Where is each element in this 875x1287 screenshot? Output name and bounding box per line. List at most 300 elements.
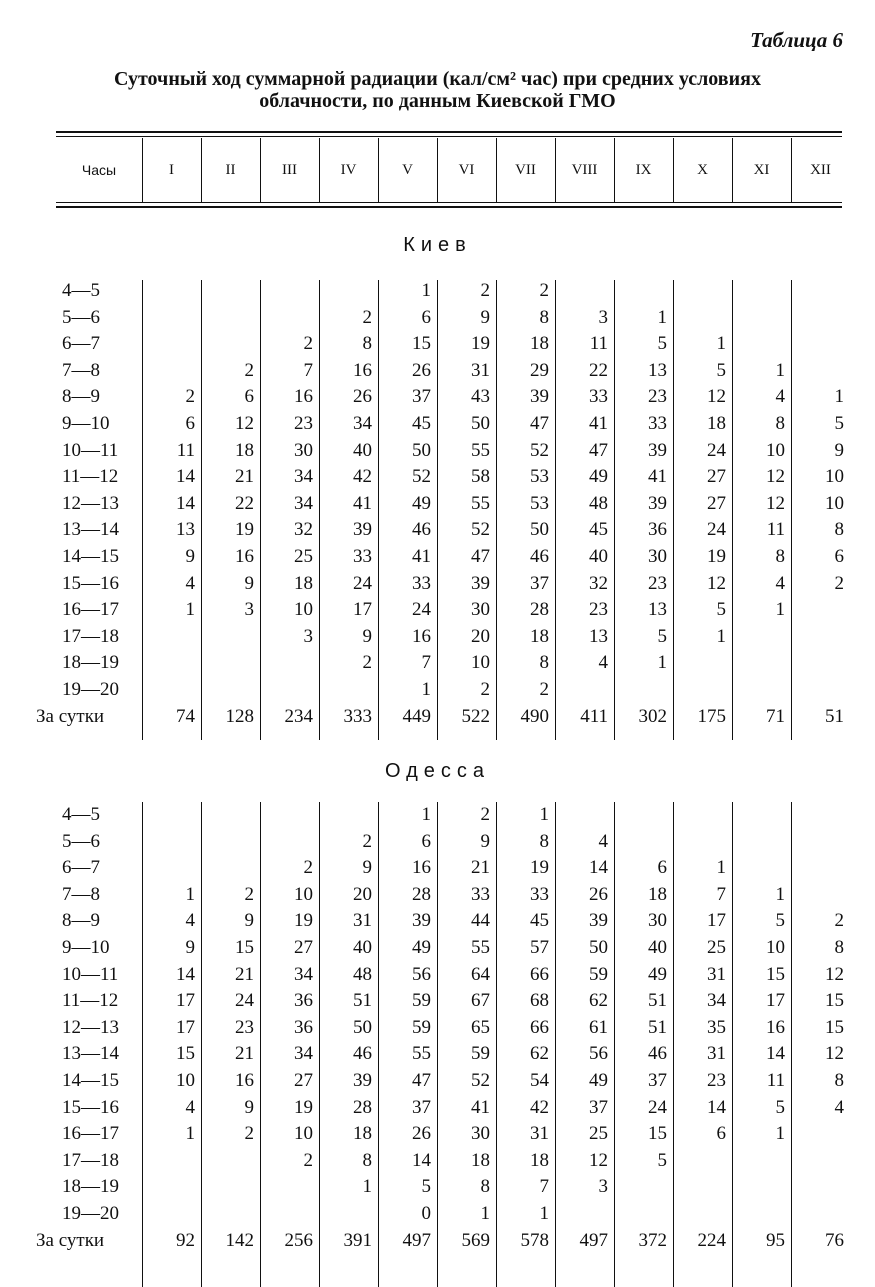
radiation-value: 39 — [353, 1070, 372, 1091]
radiation-value: 23 — [707, 1070, 726, 1091]
radiation-value: 24 — [235, 990, 254, 1012]
radiation-value: 56 — [589, 1043, 608, 1065]
radiation-value: 11 — [176, 439, 195, 461]
radiation-value: 4 — [598, 652, 608, 674]
radiation-value: 2 — [834, 572, 844, 594]
daily-total-value: 224 — [697, 1229, 726, 1251]
radiation-value: 2 — [362, 830, 372, 852]
daily-total-value: 372 — [638, 1229, 667, 1251]
radiation-value: 10 — [766, 937, 785, 958]
radiation-value: 57 — [530, 937, 549, 958]
radiation-value: 1 — [775, 1123, 785, 1145]
radiation-value: 39 — [471, 572, 490, 594]
radiation-value: 59 — [471, 1043, 490, 1065]
daily-total-value: 95 — [766, 1229, 785, 1251]
daily-total-value: 411 — [580, 705, 608, 727]
header-column-divider — [496, 138, 497, 202]
radiation-value: 14 — [412, 1149, 431, 1171]
daily-total-value: 569 — [461, 1229, 490, 1251]
radiation-value: 1 — [775, 359, 785, 381]
radiation-value: 4 — [775, 572, 785, 594]
header-month-9: IX — [635, 162, 652, 178]
hour-interval-label: 13—14 — [62, 519, 119, 541]
radiation-value: 8 — [775, 546, 785, 567]
radiation-value: 39 — [412, 910, 431, 932]
column-divider — [732, 802, 733, 1287]
radiation-value: 2 — [362, 652, 372, 674]
radiation-value: 15 — [235, 937, 254, 958]
column-divider — [378, 280, 379, 740]
radiation-value: 5 — [657, 333, 667, 355]
hour-interval-label: 13—14 — [62, 1043, 119, 1065]
radiation-value: 12 — [235, 413, 254, 434]
radiation-value: 5 — [657, 1149, 667, 1171]
radiation-value: 61 — [589, 1016, 608, 1038]
radiation-value: 12 — [766, 492, 785, 514]
column-divider — [791, 802, 792, 1287]
hour-interval-label: 17—18 — [62, 1149, 119, 1171]
radiation-value: 18 — [530, 1149, 549, 1171]
daily-total-value: 234 — [284, 705, 313, 727]
radiation-value: 50 — [353, 1016, 372, 1038]
radiation-value: 2 — [539, 280, 549, 301]
radiation-value: 41 — [353, 492, 372, 514]
header-month-10: X — [697, 162, 708, 178]
daily-total-value: 333 — [343, 705, 372, 727]
header-month-7: VII — [515, 162, 536, 178]
radiation-value: 14 — [707, 1096, 726, 1118]
radiation-value: 7 — [539, 1176, 549, 1198]
daily-total-value: 522 — [461, 705, 490, 727]
radiation-value: 11 — [766, 519, 785, 541]
radiation-value: 29 — [530, 359, 549, 381]
hour-interval-label: 14—15 — [62, 1070, 119, 1091]
radiation-value: 24 — [412, 599, 431, 621]
column-divider — [555, 802, 556, 1287]
header-month-4: IV — [340, 162, 357, 178]
radiation-value: 36 — [294, 1016, 313, 1038]
radiation-value: 4 — [185, 910, 195, 932]
radiation-value: 31 — [707, 1043, 726, 1065]
daily-total-value: 497 — [402, 1229, 431, 1251]
radiation-value: 19 — [294, 910, 313, 932]
radiation-value: 17 — [176, 1016, 195, 1038]
title-line-2: облачности, по данным Киевской ГМО — [259, 90, 616, 112]
radiation-value: 3 — [244, 599, 254, 621]
radiation-value: 53 — [530, 466, 549, 488]
radiation-value: 1 — [775, 883, 785, 905]
radiation-value: 12 — [707, 386, 726, 408]
radiation-value: 24 — [648, 1096, 667, 1118]
radiation-value: 34 — [294, 466, 313, 488]
column-divider — [378, 802, 379, 1287]
radiation-value: 16 — [766, 1016, 785, 1038]
hour-interval-label: 11—12 — [62, 466, 119, 488]
radiation-value: 11 — [589, 333, 608, 355]
radiation-value: 1 — [716, 333, 726, 355]
radiation-value: 28 — [412, 883, 431, 905]
radiation-value: 32 — [589, 572, 608, 594]
hour-interval-label: 12—13 — [62, 492, 119, 514]
radiation-value: 1 — [716, 625, 726, 647]
hour-interval-label: 18—19 — [62, 1176, 119, 1198]
radiation-value: 25 — [707, 937, 726, 958]
radiation-value: 5 — [716, 599, 726, 621]
radiation-value: 2 — [244, 883, 254, 905]
radiation-value: 59 — [589, 963, 608, 985]
radiation-value: 55 — [412, 1043, 431, 1065]
radiation-value: 1 — [539, 1203, 549, 1224]
hour-interval-label: 12—13 — [62, 1016, 119, 1038]
radiation-value: 18 — [648, 883, 667, 905]
daily-total-value: 51 — [825, 705, 844, 727]
radiation-value: 8 — [362, 1149, 372, 1171]
radiation-value: 46 — [353, 1043, 372, 1065]
radiation-value: 30 — [471, 599, 490, 621]
radiation-value: 31 — [471, 359, 490, 381]
radiation-value: 10 — [294, 1123, 313, 1145]
radiation-value: 2 — [362, 306, 372, 328]
radiation-value: 49 — [412, 937, 431, 958]
radiation-value: 41 — [589, 413, 608, 434]
radiation-value: 45 — [589, 519, 608, 541]
radiation-value: 28 — [530, 599, 549, 621]
header-month-8: VIII — [571, 162, 598, 178]
column-divider — [437, 802, 438, 1287]
title-line-1: Суточный ход суммарной радиации (кал/см² час) при средних условиях — [114, 68, 761, 90]
radiation-value: 40 — [648, 937, 667, 958]
radiation-value: 50 — [412, 439, 431, 461]
daily-total-value: 391 — [343, 1229, 372, 1251]
radiation-value: 36 — [294, 990, 313, 1012]
column-divider — [437, 280, 438, 740]
radiation-value: 3 — [598, 1176, 608, 1198]
radiation-value: 13 — [176, 519, 195, 541]
radiation-value: 33 — [589, 386, 608, 408]
radiation-value: 33 — [412, 572, 431, 594]
radiation-value: 52 — [530, 439, 549, 461]
radiation-value: 59 — [412, 1016, 431, 1038]
radiation-value: 23 — [294, 413, 313, 434]
radiation-value: 37 — [412, 1096, 431, 1118]
radiation-value: 18 — [294, 572, 313, 594]
daily-total-value: 497 — [579, 1229, 608, 1251]
column-divider — [555, 280, 556, 740]
column-divider — [673, 280, 674, 740]
header-month-6: VI — [458, 162, 475, 178]
hour-interval-label: 6—7 — [62, 333, 100, 355]
daily-total-value: 175 — [697, 705, 726, 727]
radiation-value: 1 — [421, 280, 431, 301]
radiation-value: 22 — [235, 492, 254, 514]
radiation-value: 31 — [530, 1123, 549, 1145]
radiation-value: 8 — [362, 333, 372, 355]
radiation-value: 1 — [185, 599, 195, 621]
table-number: Таблица 6 — [750, 28, 843, 52]
radiation-value: 8 — [834, 1070, 844, 1091]
hour-interval-label: 8—9 — [62, 910, 100, 932]
radiation-value: 1 — [480, 1203, 490, 1224]
radiation-value: 27 — [707, 492, 726, 514]
daily-total-value: 578 — [520, 1229, 549, 1251]
header-column-divider — [260, 138, 261, 202]
radiation-value: 51 — [353, 990, 372, 1012]
radiation-value: 17 — [707, 910, 726, 932]
radiation-value: 24 — [707, 439, 726, 461]
header-top-rule-1 — [56, 131, 842, 133]
column-divider — [791, 280, 792, 740]
radiation-value: 0 — [421, 1203, 431, 1224]
radiation-value: 53 — [530, 492, 549, 514]
radiation-value: 50 — [589, 937, 608, 958]
radiation-value: 14 — [176, 492, 195, 514]
radiation-value: 9 — [185, 937, 195, 958]
radiation-value: 6 — [657, 857, 667, 879]
hour-interval-label: 18—19 — [62, 652, 119, 674]
radiation-value: 26 — [412, 359, 431, 381]
radiation-value: 8 — [539, 830, 549, 852]
radiation-value: 35 — [707, 1016, 726, 1038]
header-column-divider — [142, 138, 143, 202]
radiation-value: 46 — [648, 1043, 667, 1065]
radiation-value: 17 — [176, 990, 195, 1012]
radiation-value: 1 — [185, 883, 195, 905]
header-month-11: XI — [753, 162, 770, 178]
hour-interval-label: 17—18 — [62, 625, 119, 647]
radiation-value: 66 — [530, 1016, 549, 1038]
radiation-value: 40 — [353, 439, 372, 461]
radiation-value: 11 — [766, 1070, 785, 1091]
hour-interval-label: 9—10 — [62, 413, 110, 434]
radiation-value: 14 — [176, 963, 195, 985]
radiation-value: 1 — [362, 1176, 372, 1198]
radiation-value: 9 — [834, 439, 844, 461]
radiation-value: 30 — [471, 1123, 490, 1145]
header-month-3: III — [282, 162, 297, 178]
radiation-value: 32 — [294, 519, 313, 541]
radiation-value: 27 — [294, 937, 313, 958]
header-column-divider — [791, 138, 792, 202]
header-column-divider — [732, 138, 733, 202]
radiation-value: 8 — [539, 652, 549, 674]
radiation-value: 2 — [539, 679, 549, 700]
radiation-value: 9 — [244, 1096, 254, 1118]
radiation-value: 18 — [530, 625, 549, 647]
hour-interval-label: 4—5 — [62, 804, 100, 825]
radiation-value: 14 — [766, 1043, 785, 1065]
radiation-value: 9 — [362, 625, 372, 647]
radiation-value: 20 — [353, 883, 372, 905]
radiation-value: 37 — [648, 1070, 667, 1091]
radiation-value: 62 — [589, 990, 608, 1012]
radiation-value: 1 — [716, 857, 726, 879]
radiation-value: 23 — [235, 1016, 254, 1038]
radiation-value: 51 — [648, 990, 667, 1012]
radiation-value: 8 — [775, 413, 785, 434]
daily-total-value: 256 — [284, 1229, 313, 1251]
radiation-value: 6 — [185, 413, 195, 434]
radiation-value: 49 — [412, 492, 431, 514]
radiation-value: 39 — [353, 519, 372, 541]
radiation-value: 37 — [589, 1096, 608, 1118]
column-divider — [201, 280, 202, 740]
column-divider — [732, 280, 733, 740]
radiation-value: 52 — [471, 519, 490, 541]
radiation-value: 65 — [471, 1016, 490, 1038]
daily-total-value: 76 — [825, 1229, 844, 1251]
radiation-value: 1 — [421, 679, 431, 700]
radiation-value: 10 — [176, 1070, 195, 1091]
radiation-value: 21 — [235, 1043, 254, 1065]
daily-total-value: 142 — [225, 1229, 254, 1251]
radiation-value: 1 — [657, 306, 667, 328]
radiation-value: 2 — [244, 1123, 254, 1145]
column-divider — [614, 802, 615, 1287]
radiation-value: 34 — [294, 492, 313, 514]
column-divider — [319, 280, 320, 740]
radiation-value: 64 — [471, 963, 490, 985]
radiation-value: 27 — [294, 1070, 313, 1091]
radiation-value: 9 — [362, 857, 372, 879]
daily-total-value: 302 — [638, 705, 667, 727]
radiation-value: 18 — [235, 439, 254, 461]
radiation-value: 40 — [589, 546, 608, 567]
radiation-value: 17 — [353, 599, 372, 621]
radiation-value: 33 — [471, 883, 490, 905]
radiation-value: 9 — [480, 830, 490, 852]
hour-interval-label: 19—20 — [62, 679, 119, 700]
radiation-value: 14 — [176, 466, 195, 488]
section-title: Одесса — [384, 760, 491, 782]
radiation-value: 21 — [235, 466, 254, 488]
radiation-value: 7 — [303, 359, 313, 381]
header-column-divider — [378, 138, 379, 202]
radiation-value: 21 — [235, 963, 254, 985]
radiation-value: 30 — [294, 439, 313, 461]
header-month-1: I — [169, 162, 174, 178]
radiation-value: 3 — [598, 306, 608, 328]
radiation-value: 56 — [412, 963, 431, 985]
radiation-value: 26 — [353, 386, 372, 408]
daily-total-value: 449 — [402, 705, 431, 727]
radiation-value: 50 — [530, 519, 549, 541]
radiation-value: 47 — [589, 439, 608, 461]
column-divider — [201, 802, 202, 1287]
radiation-value: 13 — [648, 599, 667, 621]
radiation-value: 33 — [353, 546, 372, 567]
hour-interval-label: 15—16 — [62, 572, 119, 594]
header-column-divider — [437, 138, 438, 202]
header-bottom-rule-2 — [56, 206, 842, 208]
radiation-value: 9 — [185, 546, 195, 567]
daily-total-value: 128 — [225, 705, 254, 727]
radiation-value: 1 — [657, 652, 667, 674]
radiation-value: 42 — [353, 466, 372, 488]
radiation-value: 10 — [766, 439, 785, 461]
radiation-value: 41 — [412, 546, 431, 567]
radiation-value: 39 — [648, 439, 667, 461]
radiation-value: 16 — [353, 359, 372, 381]
radiation-value: 52 — [412, 466, 431, 488]
radiation-value: 7 — [421, 652, 431, 674]
radiation-value: 18 — [530, 333, 549, 355]
column-divider — [319, 802, 320, 1287]
radiation-value: 47 — [530, 413, 549, 434]
radiation-value: 15 — [825, 1016, 844, 1038]
daily-total-label: За сутки — [36, 705, 105, 727]
radiation-value: 10 — [825, 466, 844, 488]
header-column-divider — [555, 138, 556, 202]
hour-interval-label: 11—12 — [62, 990, 119, 1012]
radiation-value: 16 — [294, 386, 313, 408]
table-title — [0, 68, 875, 112]
radiation-value: 12 — [825, 963, 844, 985]
hour-interval-label: 14—15 — [62, 546, 119, 567]
header-column-divider — [201, 138, 202, 202]
radiation-value: 46 — [530, 546, 549, 567]
hour-interval-label: 9—10 — [62, 937, 110, 958]
radiation-value: 18 — [471, 1149, 490, 1171]
radiation-value: 24 — [353, 572, 372, 594]
radiation-value: 10 — [471, 652, 490, 674]
radiation-value: 1 — [421, 804, 431, 825]
radiation-value: 2 — [480, 679, 490, 700]
radiation-value: 19 — [530, 857, 549, 879]
radiation-value: 59 — [412, 990, 431, 1012]
radiation-value: 8 — [834, 519, 844, 541]
radiation-value: 1 — [185, 1123, 195, 1145]
radiation-value: 5 — [657, 625, 667, 647]
radiation-value: 22 — [589, 359, 608, 381]
radiation-value: 15 — [766, 963, 785, 985]
radiation-value: 12 — [825, 1043, 844, 1065]
radiation-value: 24 — [707, 519, 726, 541]
radiation-value: 10 — [825, 492, 844, 514]
daily-total-label: За сутки — [36, 1229, 105, 1251]
radiation-value: 13 — [648, 359, 667, 381]
radiation-value: 12 — [766, 466, 785, 488]
radiation-value: 2 — [480, 804, 490, 825]
hour-interval-label: 8—9 — [62, 386, 100, 408]
radiation-value: 4 — [834, 1096, 844, 1118]
column-divider — [260, 802, 261, 1287]
radiation-value: 47 — [412, 1070, 431, 1091]
radiation-value: 9 — [480, 306, 490, 328]
radiation-value: 46 — [412, 519, 431, 541]
radiation-value: 39 — [648, 492, 667, 514]
radiation-value: 2 — [480, 280, 490, 301]
radiation-value: 20 — [471, 625, 490, 647]
radiation-value: 62 — [530, 1043, 549, 1065]
radiation-value: 55 — [471, 937, 490, 958]
radiation-value: 21 — [471, 857, 490, 879]
radiation-value: 43 — [471, 386, 490, 408]
radiation-value: 31 — [707, 963, 726, 985]
radiation-value: 1 — [775, 599, 785, 621]
radiation-value: 50 — [471, 413, 490, 434]
radiation-value: 28 — [353, 1096, 372, 1118]
hour-interval-label: 6—7 — [62, 857, 100, 879]
radiation-value: 5 — [775, 910, 785, 932]
radiation-value: 3 — [303, 625, 313, 647]
column-divider — [496, 280, 497, 740]
radiation-value: 8 — [539, 306, 549, 328]
radiation-value: 41 — [471, 1096, 490, 1118]
radiation-value: 6 — [244, 386, 254, 408]
radiation-value: 25 — [589, 1123, 608, 1145]
radiation-value: 16 — [235, 546, 254, 567]
radiation-value: 1 — [834, 386, 844, 408]
